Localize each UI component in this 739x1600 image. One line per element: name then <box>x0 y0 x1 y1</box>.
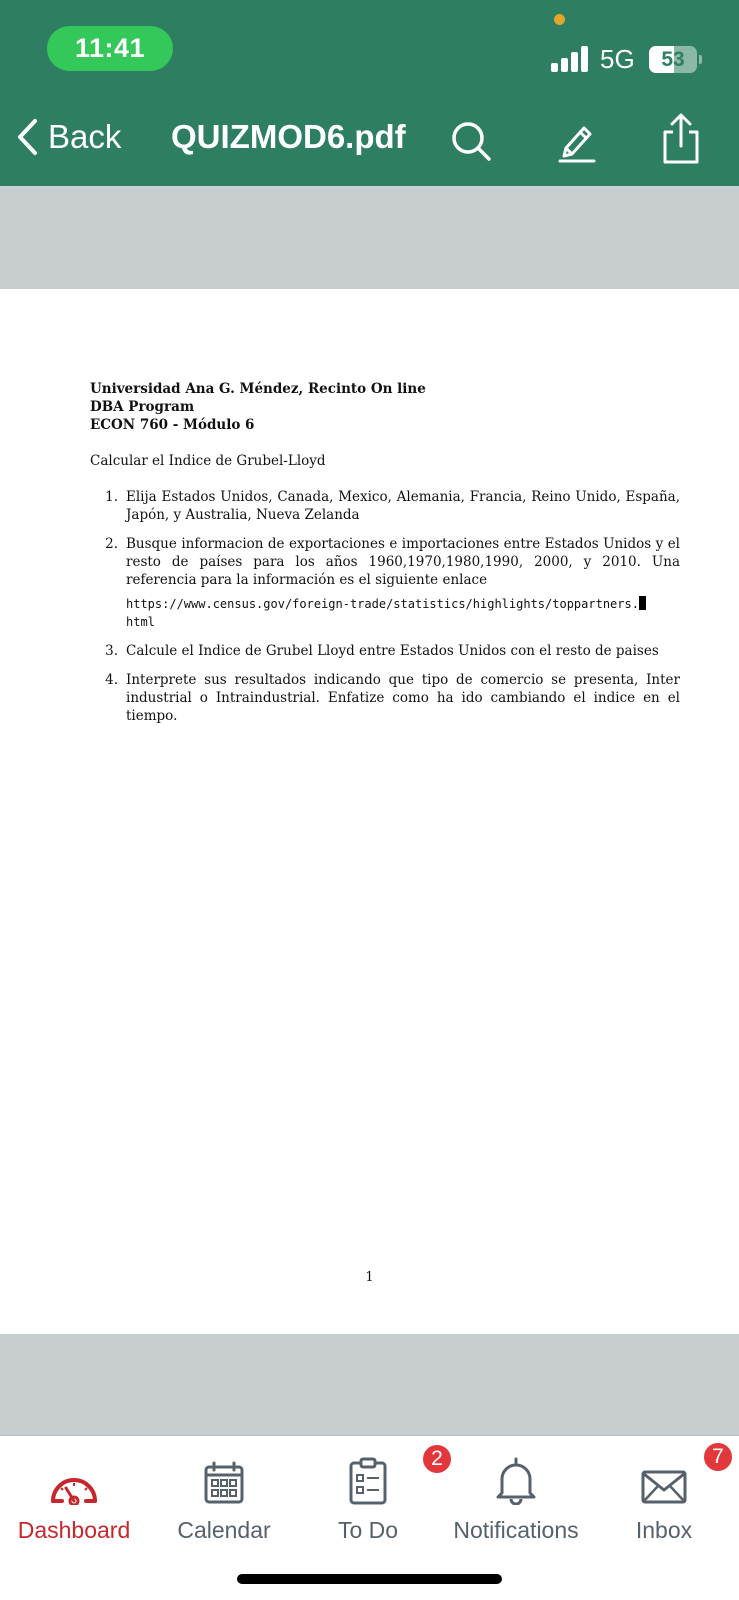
status-time: 11:41 <box>47 26 173 71</box>
markup-pen-icon <box>558 118 598 164</box>
list-item-number: 1. <box>105 489 118 505</box>
markup-button[interactable] <box>558 118 598 169</box>
tab-label: Inbox <box>635 1517 693 1543</box>
dashboard-gauge-icon <box>49 1471 99 1505</box>
tab-label: Calendar <box>177 1517 271 1543</box>
list-item-number: 2. <box>105 536 118 552</box>
pdf-canvas-background-top <box>0 186 739 289</box>
home-indicator[interactable] <box>237 1574 502 1584</box>
battery-icon <box>649 46 697 73</box>
inbox-count-badge: 7 <box>702 1441 734 1473</box>
battery-level: 53 <box>661 47 685 71</box>
reference-link[interactable] <box>126 595 680 631</box>
list-item <box>90 671 680 725</box>
tab-dashboard[interactable] <box>14 1437 134 1547</box>
share-icon <box>661 112 701 166</box>
list-item-number: 4. <box>105 672 118 688</box>
bell-icon <box>494 1457 538 1505</box>
todo-count-badge: 2 <box>421 1443 453 1475</box>
tab-todo[interactable] <box>308 1437 443 1547</box>
pdf-page[interactable] <box>0 289 739 1334</box>
header-course: ECON 760 - Módulo 6 <box>90 417 255 433</box>
tab-label: Notifications <box>453 1517 579 1543</box>
tab-inbox[interactable] <box>604 1437 724 1547</box>
list-item-body <box>126 535 680 631</box>
reference-link-line1: https://www.census.gov/foreign-trade/statistics/highlights/toppartners. <box>126 597 639 611</box>
list-item <box>90 535 680 631</box>
list-item-text: Elija Estados Unidos, Canada, Mexico, Alemania, Francia, Reino Unido, España, Japón, y Australia, Nueva Zelanda <box>126 489 680 523</box>
tab-calendar[interactable] <box>164 1437 284 1547</box>
search-icon <box>450 120 492 162</box>
list-item-text: Interprete sus resultados indicando que tipo de comercio se presenta, Inter industrial o Intraindustrial. Enfatize como ha ido cambiando el indice en el tiempo. <box>126 672 680 724</box>
header-program: DBA Program <box>90 399 195 415</box>
tab-label: Dashboard <box>17 1517 131 1543</box>
chevron-left-icon <box>16 118 38 156</box>
header-university: Universidad Ana G. Méndez, Recinto On line <box>90 381 426 397</box>
intro-text: Calcular el Indice de Grubel-Lloyd <box>90 453 326 469</box>
privacy-indicator-dot <box>554 14 565 25</box>
tab-label: To Do <box>337 1517 399 1543</box>
list-item-text: Calcule el Indice de Grubel Lloyd entre Estados Unidos con el resto de paises <box>126 643 659 659</box>
pdf-canvas-background-bottom <box>0 1334 739 1436</box>
todo-clipboard-icon <box>348 1457 388 1505</box>
list-item <box>90 642 680 660</box>
back-label: Back <box>48 118 122 155</box>
instructions-list <box>90 488 680 725</box>
network-type: 5G <box>600 44 635 74</box>
calendar-icon <box>203 1461 245 1505</box>
top-bar <box>0 0 739 186</box>
document-title: QUIZMOD6.pdf <box>171 118 406 155</box>
list-item-text: Busque informacion de exportaciones e importaciones entre Estados Unidos y el resto de países para los años 1960,1970,1980,1990, 2000, y 2010. Una referencia para la información es el siguiente enlace <box>126 536 680 588</box>
list-item-number: 3. <box>105 643 118 659</box>
page-number: 1 <box>365 1270 374 1285</box>
list-item <box>90 488 680 524</box>
signal-bars-icon <box>551 46 588 72</box>
document-content <box>90 380 680 736</box>
search-button[interactable] <box>450 120 492 167</box>
battery-tip <box>699 55 702 64</box>
share-button[interactable] <box>661 112 701 171</box>
reference-link-line2: html <box>126 615 155 629</box>
tab-notifications[interactable] <box>446 1437 586 1547</box>
back-button[interactable] <box>16 118 121 156</box>
text-cursor <box>639 596 646 610</box>
inbox-envelope-icon <box>640 1469 688 1505</box>
